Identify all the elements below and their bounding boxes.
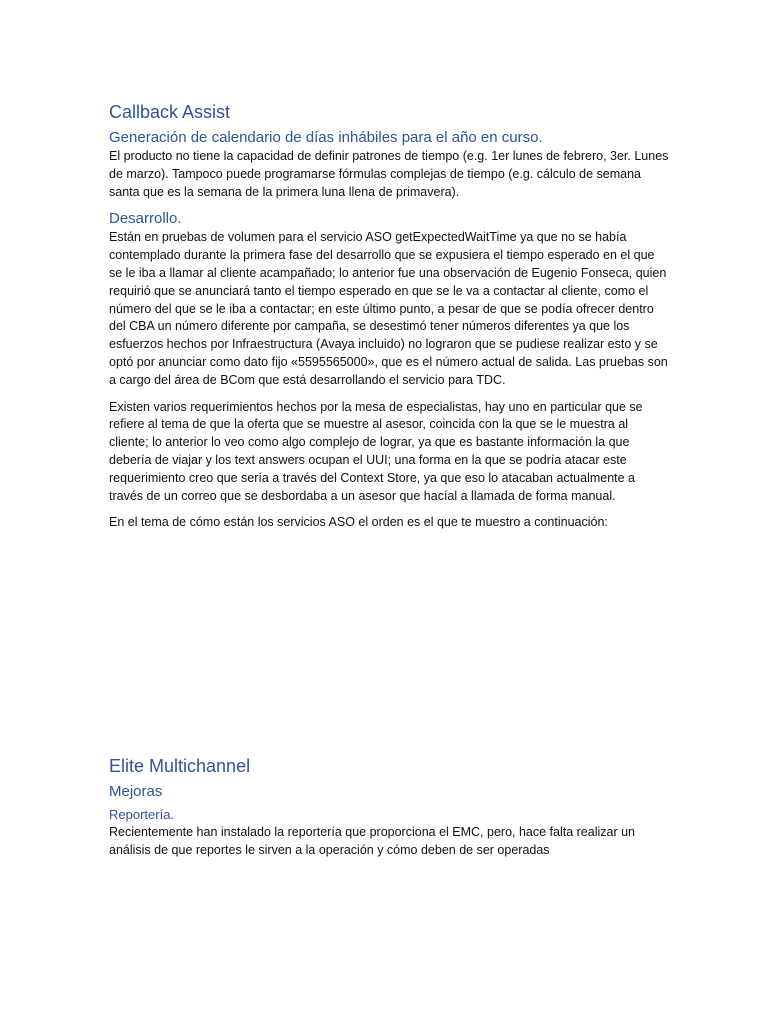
subsection-heading-calendar: Generación de calendario de días inhábiles para el año en curso. [109,129,543,146]
subsubsection-heading-reporteria: Reportería. [109,807,175,823]
reporteria-paragraph: Recientemente han instalado la reportería que proporciona el EMC, pero, hace falta realizar un análisis de que reportes le sirven a la operación y cómo deben de ser operadas [109,825,636,857]
desarrollo-paragraph-2: Existen varios requerimientos hechos por la mesa de especialistas, hay uno en particular que se refiere al tema de que la oferta que se muestre al asesor, coincida con la que se le muestra al cliente; lo anterior lo veo como algo complejo de lograr, ya que es bastante información la que debería de viajar y los text answers ocupan el UUI; una forma en la que se podría atacar este requerimiento creo que sería a través del Context Store, ya que eso lo atacaban actualmente a través de un correo que se desbordaba a un asesor que hacíal a llamada de forma manual. [109,399,643,503]
section-title-elite-multichannel: Elite Multichannel [109,756,251,777]
blank-space [109,532,669,754]
document-content [109,100,669,860]
subsection-heading-desarrollo: Desarrollo. [109,210,182,228]
subsection-heading-mejoras: Mejoras [109,783,163,801]
calendar-paragraph: El producto no tiene la capacidad de definir patrones de tiempo (e.g. 1er lunes de febrero, 3er. Lunes de marzo). Tampoco puede programarse fórmulas complejas de tiempo (e.g. cálculo de semana santa que es la semana de la primera luna llena de primavera). [109,149,669,199]
desarrollo-paragraph-1: Están en pruebas de volumen para el servicio ASO getExpectedWaitTime ya que no se había contemplado durante la primera fase del desarrollo que se expusiera el tiempo esperado en el que se le iba a llamar al cliente acampañado; lo anterior fue una observación de Eugenio Fonseca, quien requirió que se anunciará tanto el tiempo esperado en que se le va a contactar al cliente, como el número del que se le iba a contactar; en este último punto, a pesar de que se podía ofrecer dentro del CBA un número diferente por campaña, se desestimó tener números diferentes ya que los esfuerzos hechos por Infraestructura (Avaya incluido) no lograron que se pudiese realizar esto y se optó por anunciar como dato fijo «5595565000», que es el número actual de salida. Las pruebas son a cargo del área de BCom que está desarrollando el servicio para TDC. [109,230,668,387]
desarrollo-paragraph-3: En el tema de cómo están los servicios ASO el orden es el que te muestro a continuación: [109,515,608,530]
section-title-callback-assist: Callback Assist [109,102,231,122]
